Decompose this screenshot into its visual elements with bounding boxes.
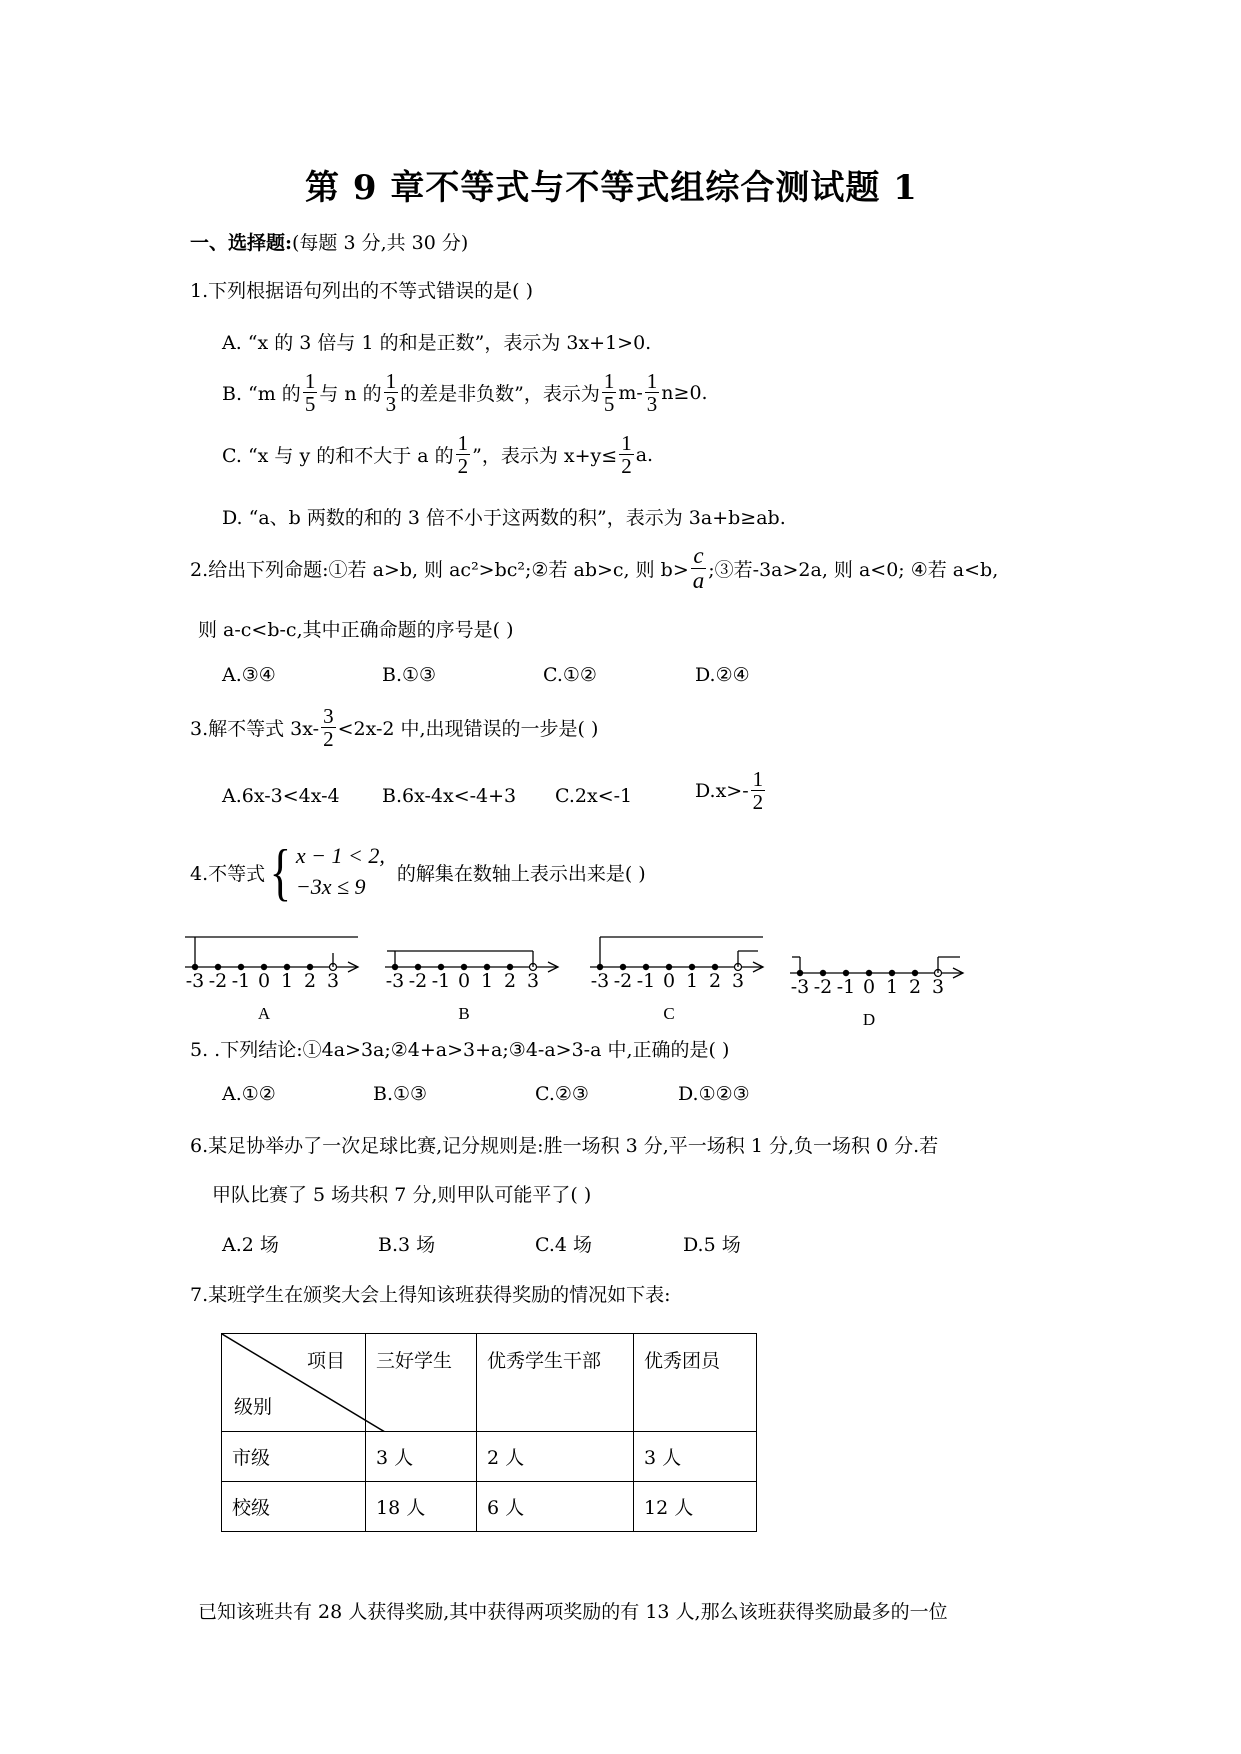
fraction: $\frac{c}{a}$ [692,543,705,594]
tick-label: -3 [385,970,405,992]
tick-label: 1 [480,970,494,992]
award-table [221,1333,757,1532]
table-row-label: 校级 [222,1482,366,1532]
q7-followup: 已知该班共有 28 人获得奖励,其中获得两项奖励的有 13 人,那么该班获得奖励最多的一位 [198,1601,948,1623]
q1-option-d: D. “a、b 两数的和的 3 倍不小于这两数的积”，表示为 3a+b≥ab. [222,507,786,529]
q2-option-a: A.③④ [222,664,276,686]
q6-option-c: C.4 场 [535,1234,593,1256]
tick-label: 2 [303,970,317,992]
fraction: $\frac{1}{5}$ [603,369,615,417]
tick-label: -2 [208,970,228,992]
q5-stem: 5. .下列结论:①4a>3a;②4+a>3+a;③4-a>3-a 中,正确的是( ) [190,1039,730,1061]
fraction: $\frac{3}{2}$ [323,704,334,752]
section-note: (每题 3 分,共 30 分) [292,232,469,254]
q3-stem: 3.解不等式 3x- $\frac{3}{2}$ <2x-2 中,出现错误的一步是( ) [190,704,599,752]
q6-option-d: D.5 场 [683,1234,741,1256]
q2-line2: 则 a-c<b-c,其中正确命题的序号是( ) [198,619,514,641]
tick-label: 3 [526,970,540,992]
table-corner-cell: 项目 级别 [222,1334,366,1432]
option-label: B [458,1004,470,1023]
q1-option-a: A. “x 的 3 倍与 1 的和是正数”，表示为 3x+1>0. [222,332,652,354]
q1-stem: 1.下列根据语句列出的不等式错误的是( ) [190,280,533,302]
table-cell: 18 人 [366,1482,477,1532]
table-header: 三好学生 [366,1334,477,1432]
tick-label: 0 [257,970,271,992]
q2-line1: 2.给出下列命题:①若 a>b, 则 ac²>bc²;②若 ab>c, 则 b> $\frac{c}{a}$ ;③若-3a>2a, 则 a<0; ④若 a<b, [190,543,999,594]
number-line-options [180,925,1060,1025]
table-cell: 6 人 [477,1482,634,1532]
fraction: $\frac{1}{2}$ [457,431,469,479]
q6-line1: 6.某足协举办了一次足球比赛,记分规则是:胜一场积 3 分,平一场积 1 分,负一场积 0 分.若 [190,1135,939,1157]
page-title: 第 9 章不等式与不等式组综合测试题 1 [305,168,918,208]
option-label: A [257,1004,271,1023]
q5-option-c: C.②③ [535,1083,589,1105]
q3-option-a: A.6x-3<4x-4 [222,785,340,807]
tick-label: -3 [590,970,610,992]
tick-label: 1 [280,970,294,992]
brace-symbol: { [269,836,292,907]
section-label: 一、选择题: [190,232,293,254]
table-header-row [222,1334,757,1432]
q3-option-d: D.x>- $\frac{1}{2}$ [695,767,764,815]
tick-label: -3 [790,976,810,998]
section-header [190,228,468,255]
q6-line2: 甲队比赛了 5 场共积 7 分,则甲队可能平了( ) [212,1184,592,1206]
tick-label: 0 [662,970,676,992]
q7-stem: 7.某班学生在颁奖大会上得知该班获得奖励的情况如下表: [190,1284,671,1306]
tick-label: -1 [836,976,856,998]
inequality-system: x − 1 < 2, −3x ≤ 9 [295,843,385,899]
tick-label: -2 [813,976,833,998]
table-cell: 12 人 [634,1482,757,1532]
q2-option-c: C.①② [543,664,597,686]
table-cell: 3 人 [634,1432,757,1482]
tick-label: 1 [885,976,899,998]
tick-label: 0 [862,976,876,998]
fraction: $\frac{1}{2}$ [621,431,632,479]
tick-label: -1 [431,970,451,992]
q3-option-b: B.6x-4x<-4+3 [382,785,517,807]
tick-label: 2 [708,970,722,992]
q1-option-c: C. “x 与 y 的和不大于 a 的 $\frac{1}{2}$ ”，表示为 x+y≤ $\frac{1}{2}$ a. [222,431,654,479]
tick-label: 0 [457,970,471,992]
fraction: $\frac{1}{3}$ [646,369,658,417]
table-header: 优秀团员 [634,1334,757,1432]
tick-label: 2 [908,976,922,998]
q2-option-d: D.②④ [695,664,750,686]
tick-label: 1 [685,970,699,992]
q5-option-a: A.①② [222,1083,276,1105]
q1-option-b: B. “m 的 $\frac{1}{5}$ 与 n 的 $\frac{1}{3}$ 的差是非负数”，表示为 $\frac{1}{5}$ m- $\frac{1}{3}$ n≥0. [222,369,708,417]
q6-option-a: A.2 场 [222,1234,279,1256]
fraction: $\frac{1}{3}$ [385,369,397,417]
option-label: D [862,1010,876,1025]
option-label: C [663,1004,675,1023]
q2-option-b: B.①③ [382,664,437,686]
tick-label: 3 [731,970,745,992]
table-cell: 3 人 [366,1432,477,1482]
tick-label: -2 [408,970,428,992]
tick-label: -1 [636,970,656,992]
fraction: $\frac{1}{2}$ [752,767,764,815]
table-row-label: 市级 [222,1432,366,1482]
tick-label: -2 [613,970,633,992]
fraction: $\frac{1}{5}$ [304,369,316,417]
q6-option-b: B.3 场 [378,1234,436,1256]
q5-option-b: B.①③ [373,1083,428,1105]
q3-option-c: C.2x<-1 [555,785,633,807]
tick-label: -3 [185,970,205,992]
q5-option-d: D.①②③ [678,1083,750,1105]
tick-label: -1 [231,970,251,992]
tick-label: 2 [503,970,517,992]
tick-label: 3 [931,976,945,998]
table-row [222,1482,757,1532]
q4-stem: 4.不等式 { x − 1 < 2, −3x ≤ 9 的解集在数轴上表示出来是( ) [190,836,646,907]
tick-label: 3 [326,970,340,992]
table-header: 优秀学生干部 [477,1334,634,1432]
table-cell: 2 人 [477,1432,634,1482]
table-row [222,1432,757,1482]
